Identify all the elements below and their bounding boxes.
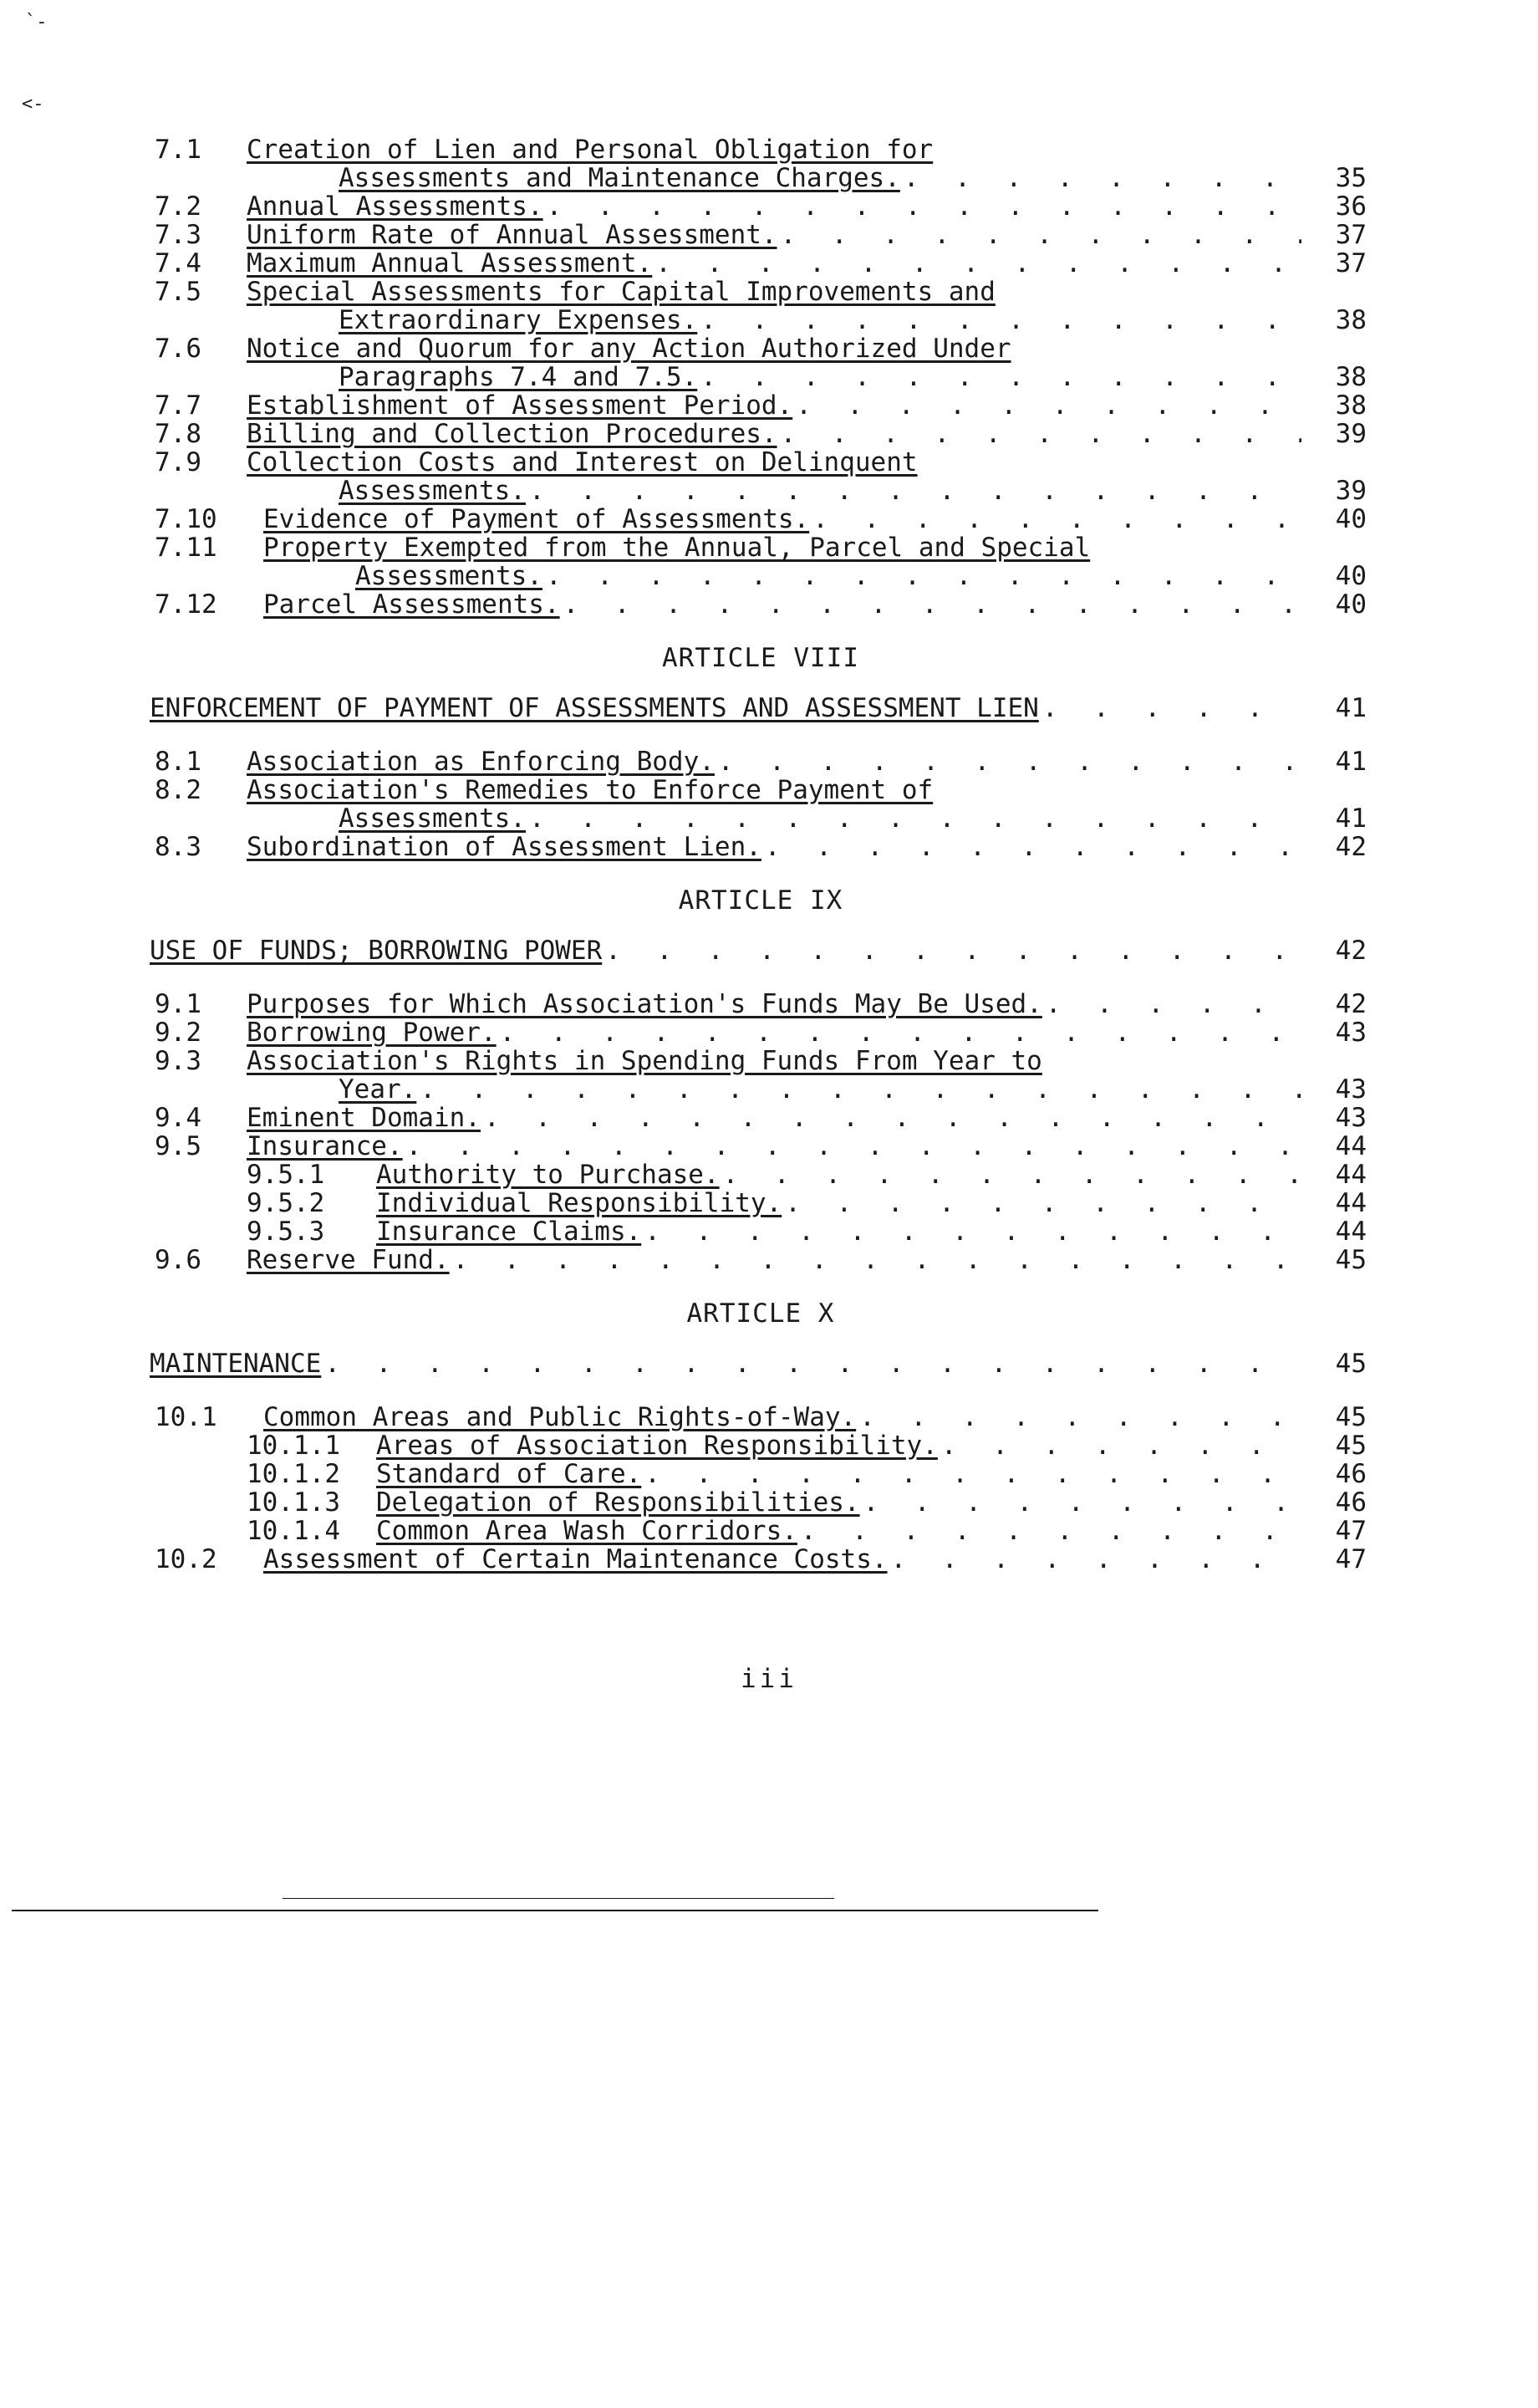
toc-entry — [155, 1189, 1367, 1217]
section-title: Subordination of Assessment Lien. — [247, 832, 761, 862]
page-ref: 46 — [1335, 1487, 1367, 1518]
section-title: Notice and Quorum for any Action Authorized Under — [247, 334, 1011, 364]
page-ref: 45 — [1335, 1349, 1367, 1379]
section-number: 9.5.2 — [247, 1188, 325, 1218]
toc-entry — [155, 391, 1367, 420]
section-number: 10.1.3 — [247, 1487, 340, 1518]
page-ref: 40 — [1335, 561, 1367, 591]
section-number: 7.1 — [155, 135, 201, 165]
dot-leader — [859, 1403, 1301, 1431]
section-number: 9.2 — [155, 1018, 201, 1048]
section-title: Evidence of Payment of Assessments. — [263, 504, 810, 534]
page-ref: 41 — [1335, 747, 1367, 777]
toc-entry — [155, 590, 1367, 619]
dot-leader — [1046, 990, 1301, 1018]
page-ref: 39 — [1335, 476, 1367, 506]
page-ref: 42 — [1335, 989, 1367, 1019]
dot-leader — [812, 505, 1301, 533]
dot-leader — [1042, 694, 1301, 722]
toc-entry — [155, 1161, 1367, 1189]
article-heading: ARTICLE X — [686, 1298, 835, 1329]
section-title: Standard of Care. — [376, 1459, 642, 1489]
section-title: Extraordinary Expenses. — [339, 305, 698, 335]
page-ref: 36 — [1335, 191, 1367, 222]
section-title: Insurance Claims. — [376, 1217, 642, 1247]
page-ref: 43 — [1335, 1103, 1367, 1133]
section-title: Areas of Association Responsibility. — [376, 1431, 938, 1461]
page-ref: 47 — [1335, 1516, 1367, 1546]
page-ref: 45 — [1335, 1402, 1367, 1432]
toc-entry — [155, 1132, 1367, 1161]
page-ref: 47 — [1335, 1544, 1367, 1574]
section-title: Common Areas and Public Rights-of-Way. — [263, 1402, 857, 1432]
page-ref: 38 — [1335, 390, 1367, 421]
dot-leader — [324, 1349, 1301, 1378]
section-title: Association as Enforcing Body. — [247, 747, 715, 777]
dot-leader — [904, 164, 1301, 192]
toc-entry — [155, 420, 1367, 448]
section-title: Eminent Domain. — [247, 1103, 481, 1133]
article-title-text: USE OF FUNDS; BORROWING POWER — [150, 936, 603, 966]
page-ref: 39 — [1335, 419, 1367, 449]
page-ref: 44 — [1335, 1131, 1367, 1161]
article-title — [150, 694, 1367, 722]
toc-entry — [155, 1460, 1367, 1488]
section-title: Year. — [339, 1074, 417, 1105]
dot-leader — [891, 1545, 1301, 1574]
section-title: Individual Responsibility. — [376, 1188, 782, 1218]
section-title: Establishment of Assessment Period. — [247, 390, 793, 421]
page-ref: 44 — [1335, 1160, 1367, 1190]
table-of-contents — [150, 135, 1367, 1574]
section-title: Insurance. — [247, 1131, 403, 1161]
toc-entry — [155, 990, 1367, 1018]
page-ref: 43 — [1335, 1018, 1367, 1048]
page-ref: 44 — [1335, 1188, 1367, 1218]
article-heading: ARTICLE IX — [678, 885, 843, 916]
section-number: 7.9 — [155, 447, 201, 477]
section-title: Property Exempted from the Annual, Parcel and Special — [263, 533, 1091, 563]
section-title: Billing and Collection Procedures. — [247, 419, 777, 449]
dot-leader — [785, 1189, 1301, 1217]
dot-leader — [655, 249, 1301, 278]
page-ref: 44 — [1335, 1217, 1367, 1247]
toc-entry — [155, 1431, 1367, 1460]
section-number: 7.11 — [155, 533, 217, 563]
section-number: 8.3 — [155, 832, 201, 862]
toc-entry — [155, 505, 1367, 533]
section-number: 10.1.2 — [247, 1459, 340, 1489]
toc-entry — [155, 192, 1367, 221]
toc-entry — [155, 1047, 1367, 1104]
dot-leader — [420, 1075, 1301, 1104]
dot-leader — [547, 192, 1301, 221]
page-ref: 38 — [1335, 362, 1367, 392]
section-number: 9.1 — [155, 989, 201, 1019]
dot-leader — [700, 306, 1301, 334]
article-title-text: ENFORCEMENT OF PAYMENT OF ASSESSMENTS AND ASSESSMENT LIEN — [150, 693, 1039, 723]
section-title: Annual Assessments. — [247, 191, 543, 222]
section-title: Creation of Lien and Personal Obligation for — [247, 135, 934, 165]
section-title: Purposes for Which Association's Funds May Be Used. — [247, 989, 1042, 1019]
section-number: 9.5 — [155, 1131, 201, 1161]
section-title: Assessments. — [339, 804, 526, 834]
section-title: Special Assessments for Capital Improvements and — [247, 277, 996, 307]
page-ref: 37 — [1335, 248, 1367, 278]
dot-leader — [781, 420, 1301, 448]
scan-mark: <- — [22, 94, 44, 115]
toc-entry — [155, 135, 1367, 192]
toc-entry — [155, 1545, 1367, 1574]
dot-leader — [700, 363, 1301, 391]
section-title: Association's Rights in Spending Funds From Year to — [247, 1046, 1042, 1076]
scan-mark: `- — [25, 12, 48, 33]
bottom-rule — [12, 1910, 1098, 1911]
dot-leader — [796, 391, 1301, 420]
toc-entry — [155, 776, 1367, 833]
section-title: Delegation of Responsibilities. — [376, 1487, 860, 1518]
dot-leader — [546, 562, 1301, 590]
section-title: Reserve Fund. — [247, 1245, 450, 1275]
dot-leader — [723, 1161, 1301, 1189]
page-ref: 45 — [1335, 1245, 1367, 1275]
dot-leader — [563, 590, 1301, 619]
section-title: Parcel Assessments. — [263, 589, 560, 620]
page-ref: 41 — [1335, 693, 1367, 723]
article-title-text: MAINTENANCE — [150, 1349, 322, 1379]
section-title: Association's Remedies to Enforce Payment of — [247, 775, 934, 805]
section-title: Paragraphs 7.4 and 7.5. — [339, 362, 698, 392]
dot-leader — [529, 477, 1301, 505]
section-title: Assessment of Certain Maintenance Costs. — [263, 1544, 888, 1574]
page-number: iii — [741, 1664, 797, 1694]
article-title — [150, 1349, 1367, 1378]
dot-leader — [644, 1460, 1301, 1488]
section-title: Assessments. — [355, 561, 542, 591]
dot-leader — [801, 1517, 1301, 1545]
section-title: Uniform Rate of Annual Assessment. — [247, 220, 777, 250]
toc-entry — [155, 1403, 1367, 1431]
dot-leader — [529, 804, 1301, 833]
section-title: Authority to Purchase. — [376, 1160, 720, 1190]
toc-entry — [155, 249, 1367, 278]
toc-entry — [155, 278, 1367, 334]
toc-entry — [155, 533, 1367, 590]
section-number: 10.2 — [155, 1544, 217, 1574]
section-number: 9.5.1 — [247, 1160, 325, 1190]
section-number: 7.4 — [155, 248, 201, 278]
article-heading: ARTICLE VIII — [662, 643, 859, 673]
dot-leader — [500, 1018, 1301, 1047]
section-number: 8.1 — [155, 747, 201, 777]
section-number: 9.5.3 — [247, 1217, 325, 1247]
toc-entry — [155, 334, 1367, 391]
section-number: 7.2 — [155, 191, 201, 222]
section-title: Borrowing Power. — [247, 1018, 497, 1048]
section-number: 7.12 — [155, 589, 217, 620]
section-number: 10.1.4 — [247, 1516, 340, 1546]
dot-leader — [453, 1246, 1301, 1274]
section-number: 9.4 — [155, 1103, 201, 1133]
dot-leader — [863, 1488, 1301, 1517]
page-ref: 46 — [1335, 1459, 1367, 1489]
page-ref: 37 — [1335, 220, 1367, 250]
section-title: Assessments. — [339, 476, 526, 506]
toc-entry — [155, 1018, 1367, 1047]
toc-entry — [155, 1217, 1367, 1246]
toc-entry — [155, 1517, 1367, 1545]
section-number: 7.6 — [155, 334, 201, 364]
toc-entry — [155, 448, 1367, 505]
section-number: 7.3 — [155, 220, 201, 250]
dot-leader — [644, 1217, 1301, 1246]
toc-entry — [155, 833, 1367, 861]
page-ref: 35 — [1335, 163, 1367, 193]
section-title: Collection Costs and Interest on Delinquent — [247, 447, 918, 477]
page-ref: 38 — [1335, 305, 1367, 335]
section-title: Assessments and Maintenance Charges. — [339, 163, 900, 193]
section-number: 7.5 — [155, 277, 201, 307]
section-number: 10.1 — [155, 1402, 217, 1432]
page-ref: 42 — [1335, 936, 1367, 966]
toc-entry — [155, 747, 1367, 776]
section-title: Maximum Annual Assessment. — [247, 248, 653, 278]
toc-entry — [155, 1104, 1367, 1132]
page-ref: 40 — [1335, 589, 1367, 620]
page-ref: 41 — [1335, 804, 1367, 834]
page-ref: 40 — [1335, 504, 1367, 534]
section-number: 9.6 — [155, 1245, 201, 1275]
dot-leader — [406, 1132, 1301, 1161]
dot-leader — [484, 1104, 1301, 1132]
page-ref: 43 — [1335, 1074, 1367, 1105]
section-number: 8.2 — [155, 775, 201, 805]
dot-leader — [765, 833, 1301, 861]
dot-leader — [718, 747, 1301, 776]
section-number: 7.7 — [155, 390, 201, 421]
dot-leader — [605, 936, 1301, 965]
toc-entry — [155, 1246, 1367, 1274]
article-title — [150, 936, 1367, 965]
section-number: 7.8 — [155, 419, 201, 449]
section-number: 10.1.1 — [247, 1431, 340, 1461]
section-title: Common Area Wash Corridors. — [376, 1516, 797, 1546]
section-number: 7.10 — [155, 504, 217, 534]
section-number: 9.3 — [155, 1046, 201, 1076]
dot-leader — [941, 1431, 1301, 1460]
toc-entry — [155, 221, 1367, 249]
page-ref: 42 — [1335, 832, 1367, 862]
page-ref: 45 — [1335, 1431, 1367, 1461]
dot-leader — [781, 221, 1301, 249]
bottom-rule-upper — [283, 1898, 834, 1899]
toc-entry — [155, 1488, 1367, 1517]
